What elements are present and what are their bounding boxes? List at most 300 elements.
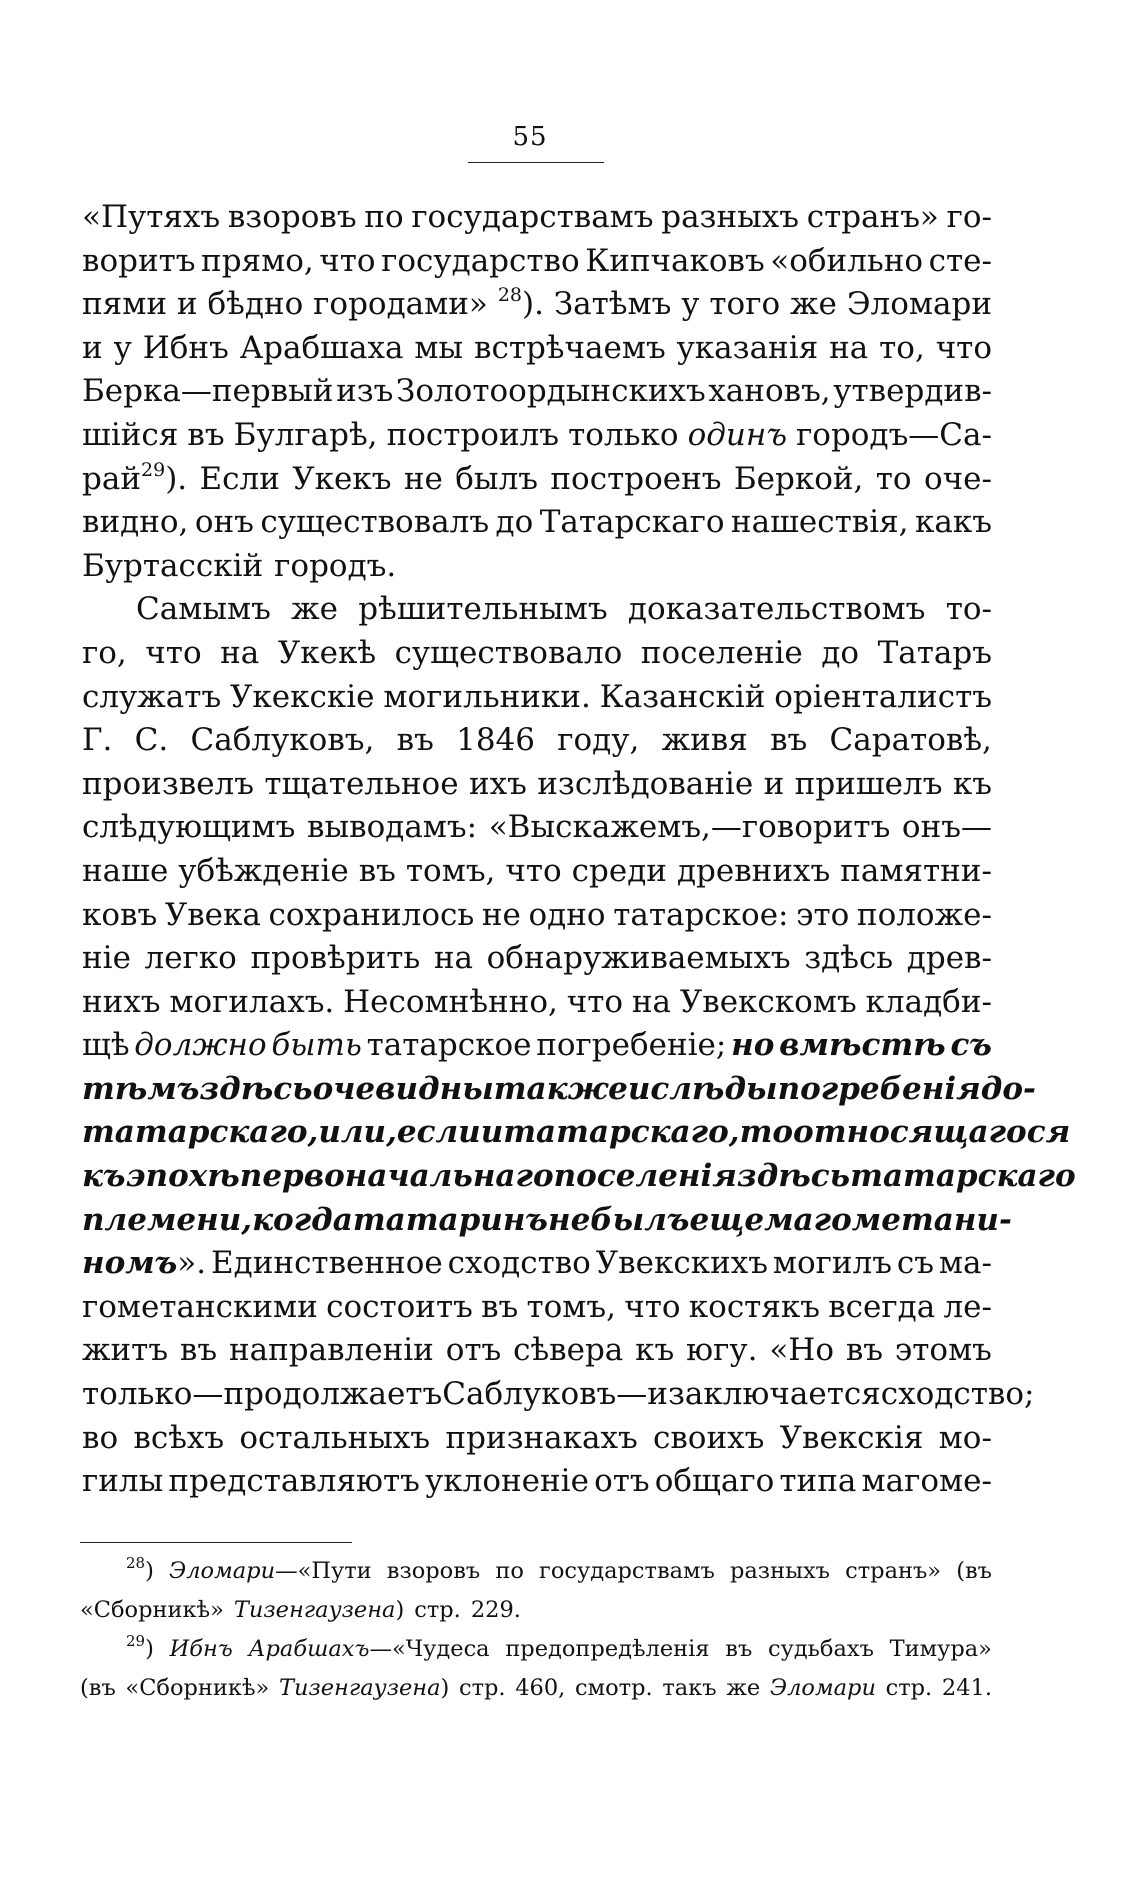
footnote-reference: 28	[497, 284, 522, 307]
word-text: вмѣстѣ	[779, 1027, 946, 1064]
punctuation: )	[145, 1636, 154, 1662]
word	[613, 894, 788, 938]
word	[269, 894, 475, 938]
footnote-line	[80, 1591, 992, 1630]
word	[600, 676, 766, 720]
text-line	[82, 370, 992, 414]
word-text: во	[82, 1419, 119, 1456]
word-text: у	[681, 286, 700, 323]
word	[481, 1111, 504, 1155]
word-text: «Путяхъ	[82, 199, 221, 235]
word-text: Тимура»	[889, 1636, 992, 1662]
word-text: Если	[199, 460, 280, 497]
punctuation: ).	[165, 460, 188, 497]
word-text: нашествія,	[730, 504, 909, 541]
word	[487, 937, 791, 981]
word	[82, 1068, 199, 1112]
word-text: общаго	[654, 1463, 775, 1500]
word-text: то-	[945, 591, 992, 628]
word-text: состоитъ	[326, 1288, 473, 1325]
word-text: отъ	[445, 1332, 502, 1369]
text-line	[82, 1024, 992, 1068]
word	[489, 806, 891, 850]
word	[730, 1552, 830, 1591]
word	[383, 676, 590, 720]
word	[434, 937, 473, 981]
word-text: слѣды	[650, 1070, 778, 1107]
word	[681, 283, 699, 327]
word	[662, 1669, 716, 1708]
word	[585, 240, 765, 284]
word	[950, 1024, 991, 1068]
word	[239, 1417, 430, 1461]
word	[796, 894, 849, 938]
word-text: городъ.	[274, 547, 397, 584]
word	[143, 327, 229, 371]
word-text: что	[505, 852, 562, 889]
word	[624, 1286, 680, 1330]
word	[804, 937, 893, 981]
word-text: татарское:	[613, 896, 789, 933]
word-text: сѣвера	[513, 1332, 624, 1369]
word	[807, 196, 939, 240]
word	[126, 1155, 240, 1199]
text-line	[82, 1068, 1036, 1112]
word	[572, 850, 667, 894]
word	[515, 1669, 565, 1708]
word-text: на	[433, 940, 474, 977]
word-text: Увекскомъ	[679, 983, 857, 1020]
word	[773, 1242, 892, 1286]
word-text: стр.	[414, 1597, 461, 1623]
text-line	[82, 588, 992, 632]
word	[387, 1552, 480, 1591]
word	[260, 501, 489, 545]
word	[526, 1286, 616, 1330]
word-text: оче-	[923, 460, 992, 497]
text-line	[82, 1242, 992, 1286]
word-text: не	[403, 460, 443, 497]
word-text: щѣ	[82, 1027, 130, 1064]
word-text: (въ	[956, 1558, 992, 1584]
word-text: онъ	[194, 504, 254, 541]
word	[778, 1068, 981, 1112]
word-text: же	[790, 286, 837, 323]
word-text: Увекскихъ	[595, 1245, 768, 1282]
word	[264, 763, 458, 807]
word	[947, 196, 992, 240]
word	[358, 588, 607, 632]
word-text: только	[568, 416, 679, 453]
word-text: Эломари	[846, 286, 992, 323]
word	[774, 676, 992, 720]
footnote-line	[80, 1552, 992, 1591]
word-text: и	[763, 765, 785, 802]
word	[82, 1024, 130, 1068]
word	[708, 370, 830, 414]
word	[779, 1460, 856, 1504]
word	[503, 1111, 739, 1155]
word-text: томъ,	[405, 852, 496, 889]
punctuation: )	[440, 1675, 450, 1701]
word-text: татаринъ	[352, 1201, 548, 1238]
word-text: Укекскіе	[230, 678, 375, 715]
word	[956, 1552, 992, 1591]
word	[689, 1199, 764, 1243]
word	[82, 719, 112, 763]
word	[537, 763, 753, 807]
word-text: еще	[689, 1201, 765, 1238]
word	[279, 1669, 449, 1708]
word-text: только—продолжаетъ	[82, 1376, 443, 1413]
word	[234, 414, 378, 458]
word-text: что	[935, 329, 992, 366]
word	[513, 1329, 623, 1373]
word-text: древнихъ	[676, 852, 831, 889]
word-text: что	[624, 1288, 681, 1325]
word-text: Тизенгаузена	[233, 1597, 396, 1623]
word	[455, 458, 538, 502]
word	[326, 1286, 473, 1330]
word	[539, 1552, 715, 1591]
word	[689, 1286, 820, 1330]
word	[145, 937, 237, 981]
word-text: Тизенгаузена	[278, 1675, 441, 1701]
word-text: С.	[134, 722, 169, 759]
word	[943, 1286, 992, 1330]
word	[469, 763, 527, 807]
word-text: «Сборникѣ»	[125, 1675, 270, 1701]
word-text: заключается	[667, 1376, 881, 1413]
word	[554, 283, 671, 327]
word-text: Саблуковъ,	[190, 722, 375, 759]
word	[307, 806, 477, 850]
word	[82, 327, 103, 371]
word	[414, 327, 463, 371]
word-text: разныхъ	[661, 199, 799, 235]
word	[187, 414, 224, 458]
word-text: го-	[946, 199, 992, 235]
word-text: того	[709, 286, 781, 323]
word-text: легко	[144, 940, 237, 977]
word	[821, 632, 859, 676]
word-text: и	[627, 1070, 651, 1107]
word-text: въ	[358, 852, 396, 889]
word-text: не	[547, 1201, 591, 1238]
word	[82, 414, 178, 458]
word-text: «обильно	[770, 242, 924, 279]
word-text: татарскаго	[850, 1158, 1076, 1195]
word-text: или,	[318, 1114, 397, 1151]
word-text: указанія	[676, 329, 819, 366]
word	[82, 981, 161, 1025]
word-text: оріенталистъ	[774, 678, 992, 715]
word-text: здѣсь	[736, 1158, 851, 1195]
word-text: среди	[571, 852, 667, 889]
word	[548, 1199, 590, 1243]
word	[425, 1460, 589, 1504]
word	[568, 414, 678, 458]
word-text: Кипчаковъ	[585, 242, 765, 279]
word-text: первоначальнаго	[239, 1158, 554, 1195]
word-text: если	[396, 1114, 481, 1151]
word	[228, 196, 357, 240]
word-text: до	[495, 504, 534, 541]
word-text: могилъ	[772, 1245, 892, 1282]
word	[318, 1111, 397, 1155]
word-text: взоровъ	[386, 1558, 481, 1584]
word	[82, 806, 295, 850]
word	[313, 1068, 494, 1112]
word-text: рай	[82, 460, 141, 497]
word	[134, 1024, 266, 1068]
word-text: году,	[557, 722, 640, 759]
word	[540, 501, 725, 545]
word-text: утвердив-	[833, 373, 992, 410]
word-text: Золотоордынскихъ	[396, 373, 706, 410]
word	[725, 1630, 752, 1669]
text-line	[82, 196, 992, 240]
word	[471, 1591, 521, 1630]
word	[195, 501, 254, 545]
word	[505, 850, 561, 894]
punctuation: ».	[177, 1245, 207, 1282]
word-text: не	[481, 896, 521, 933]
footnote-reference: 29	[141, 458, 166, 481]
text-line	[82, 1286, 992, 1330]
word-text: ніе	[82, 940, 131, 977]
word	[790, 283, 837, 327]
word-text: городами»	[313, 286, 488, 323]
word-text: Саблуковъ—и	[442, 1376, 668, 1413]
word	[796, 414, 992, 458]
word-text: погребеніе;	[536, 1027, 727, 1064]
word	[145, 632, 201, 676]
word-text: магометани-	[764, 1201, 1012, 1238]
word-text: что	[145, 634, 202, 671]
word-text: татарскаго,	[503, 1114, 740, 1151]
word-text: до-	[980, 1070, 1036, 1107]
word	[82, 850, 168, 894]
word-text: остальныхъ	[239, 1419, 431, 1456]
word-text: томъ,	[526, 1288, 616, 1325]
word	[82, 370, 333, 414]
word-text: въ	[481, 1288, 519, 1325]
text-line	[82, 1460, 992, 1504]
footnote-reference: 28	[126, 1554, 146, 1572]
word	[252, 1199, 353, 1243]
word	[114, 327, 132, 371]
word-text: странъ»	[845, 1558, 942, 1584]
word-text: то	[739, 1114, 794, 1151]
word	[343, 981, 558, 1025]
word	[567, 981, 623, 1025]
word	[82, 937, 131, 981]
word-text: Татарскаго	[539, 504, 725, 541]
word	[82, 501, 188, 545]
word-text: отъ	[594, 1463, 650, 1500]
word	[274, 545, 396, 589]
word-text: это	[796, 896, 850, 933]
word-text: го,	[82, 634, 127, 671]
word	[795, 763, 943, 807]
word	[686, 1329, 757, 1373]
word	[82, 240, 196, 284]
word	[82, 676, 221, 720]
text-line	[82, 1111, 1071, 1155]
word	[82, 1199, 252, 1243]
word	[726, 1669, 760, 1708]
word	[575, 1669, 653, 1708]
word-text: югу.	[686, 1332, 758, 1369]
word	[862, 1460, 992, 1504]
word-text: наше	[82, 852, 169, 889]
word-text: сходство	[447, 1245, 591, 1282]
text-line	[82, 850, 992, 894]
word	[446, 1329, 502, 1373]
word-text: изъ	[336, 373, 394, 410]
word-text: онъ—	[901, 809, 992, 846]
word-text: погребенія	[777, 1070, 981, 1107]
word	[292, 458, 391, 502]
word	[80, 1591, 224, 1630]
word-text: по	[495, 1558, 524, 1584]
word-text: магоме-	[861, 1463, 992, 1500]
word-text: Увекскія	[779, 1419, 924, 1456]
word-text: доказательствомъ	[627, 591, 926, 628]
word	[628, 588, 926, 632]
word	[178, 850, 348, 894]
word-text: провѣрить	[250, 940, 421, 977]
word	[82, 1460, 163, 1504]
word	[397, 719, 434, 763]
word-text: поселеніе	[640, 634, 803, 671]
word	[596, 1242, 768, 1286]
text-line	[82, 1329, 992, 1373]
word-text: смотр.	[575, 1675, 653, 1701]
word	[170, 1630, 233, 1669]
word	[381, 240, 580, 284]
word-text: «Выскажемъ,—говоритъ	[488, 809, 891, 846]
word	[234, 1591, 404, 1630]
word-text: былъ	[455, 460, 539, 497]
word-text: изслѣдованіе	[537, 765, 754, 802]
text-line	[82, 283, 992, 327]
word	[902, 806, 992, 850]
word-text: ихъ	[468, 765, 527, 802]
punctuation: «Пути	[297, 1558, 372, 1584]
word	[80, 1669, 116, 1708]
word	[494, 1068, 628, 1112]
word-text: житъ	[82, 1332, 169, 1369]
word	[828, 1286, 935, 1330]
word	[879, 327, 925, 371]
word-text: Татаръ	[877, 634, 992, 671]
word-text: Эломари—	[169, 1558, 298, 1584]
word	[793, 1111, 1070, 1155]
word-text: 460,	[515, 1675, 566, 1701]
word	[929, 240, 992, 284]
word	[82, 1111, 318, 1155]
word	[895, 1329, 992, 1373]
word-text: здѣсь	[199, 1070, 313, 1107]
word-text: поселенія	[553, 1158, 737, 1195]
word	[387, 414, 559, 458]
word	[924, 458, 992, 502]
word	[876, 458, 912, 502]
word-text: рѣшительнымъ	[358, 591, 608, 628]
word-text: Г.	[82, 722, 113, 759]
word	[833, 370, 992, 414]
word-text: эпохѣ	[125, 1158, 240, 1195]
word	[364, 196, 403, 240]
word-text: къ	[82, 1158, 126, 1195]
word-text: встрѣчаемъ	[474, 329, 666, 366]
footnotes	[80, 1552, 992, 1708]
word-text: Самымъ	[136, 591, 271, 628]
word-text: какъ	[914, 504, 992, 541]
word-text: выводамъ:	[307, 809, 478, 846]
word	[230, 676, 375, 720]
word-text: тщательное	[264, 765, 459, 802]
word-text: здѣсь	[804, 940, 894, 977]
word	[459, 1669, 506, 1708]
word	[126, 1552, 154, 1591]
word	[857, 894, 992, 938]
word	[319, 240, 375, 284]
word-text: по	[364, 199, 404, 235]
word	[397, 1111, 481, 1155]
word	[474, 327, 666, 371]
word	[829, 327, 868, 371]
word-text: (въ	[80, 1675, 116, 1701]
word	[662, 719, 748, 763]
word-text: странъ»	[806, 199, 939, 235]
word	[731, 501, 909, 545]
word	[456, 719, 535, 763]
word-text: взоровъ	[227, 199, 357, 235]
word-text: сходство;	[880, 1376, 1035, 1413]
word	[768, 1630, 874, 1669]
word	[240, 1155, 554, 1199]
word-text: въ	[396, 722, 434, 759]
word-text: видно,	[82, 504, 189, 541]
text-line	[82, 1417, 992, 1461]
word-text: татарскаго,	[82, 1114, 319, 1151]
word-text: Укекъ	[292, 460, 392, 497]
word-text: Буртасскій	[82, 547, 264, 584]
word	[847, 283, 992, 327]
word-text: произвелъ	[82, 765, 254, 802]
word	[655, 1460, 775, 1504]
main-text	[82, 196, 1076, 1504]
text-line	[82, 501, 992, 545]
word-text: и	[480, 1114, 504, 1151]
word-text: городъ—Са-	[796, 416, 992, 453]
word	[250, 937, 420, 981]
word-text: Укекѣ	[277, 634, 377, 671]
word-text: древ-	[906, 940, 992, 977]
word-text: прямо,	[201, 242, 314, 279]
word-text: судьбахъ	[767, 1636, 874, 1662]
text-line	[82, 763, 992, 807]
word	[594, 1460, 650, 1504]
text-line	[82, 1373, 1035, 1417]
punctuation: ).	[522, 286, 544, 323]
word-text: Беркой,	[733, 460, 864, 497]
word	[367, 1024, 532, 1068]
word	[632, 981, 671, 1025]
